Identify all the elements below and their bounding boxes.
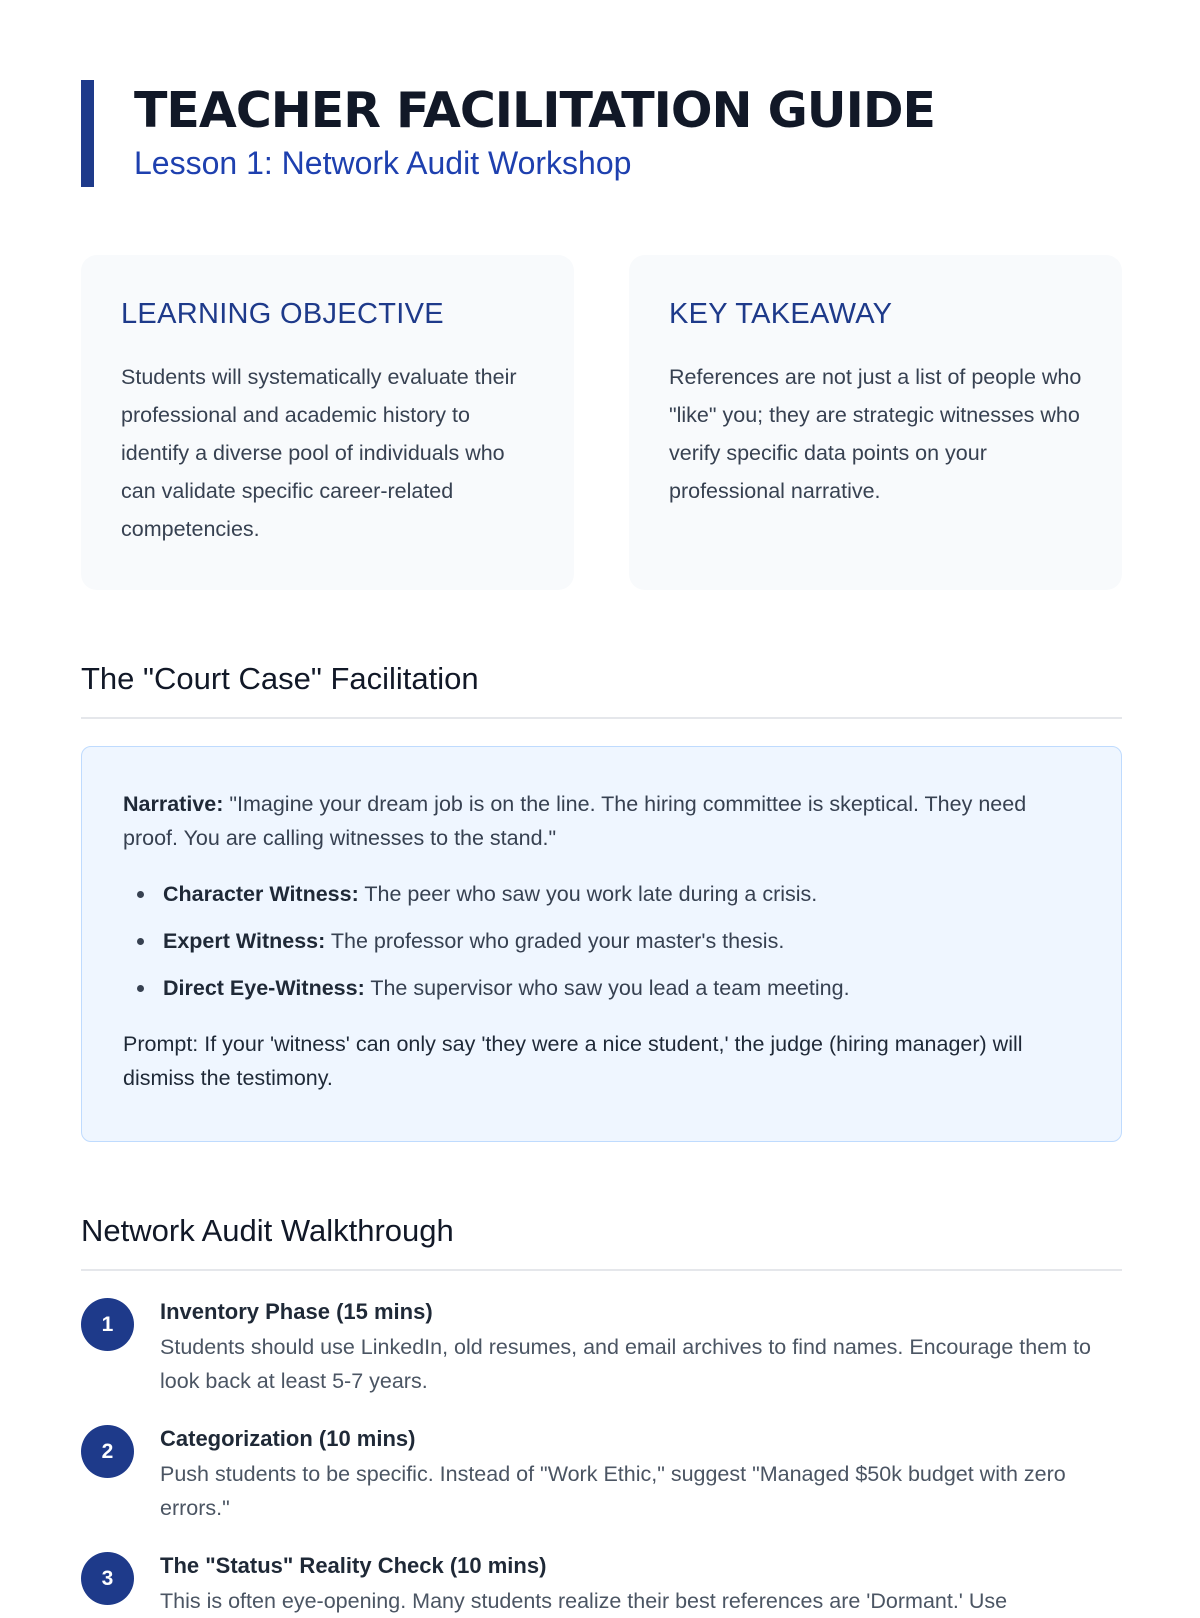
prompt-text: Prompt: If your 'witness' can only say 'they were a nice student,' the judge (hiring manager) will dismiss the testimony.: [123, 1032, 1023, 1090]
step-title: Categorization (10 mins): [160, 1426, 416, 1451]
list-item: [163, 879, 1081, 909]
narrative-paragraph: [123, 787, 1081, 855]
list-item: [163, 973, 1081, 1003]
key-takeaway-text: References are not just a list of people who "like" you; they are strategic witnesses who verify specific data points on your professional narrative.: [669, 364, 1082, 503]
header-accent-bar: [81, 80, 94, 187]
step-number-badge: 2: [81, 1425, 134, 1478]
walkthrough-divider: [81, 1269, 1122, 1271]
step-text: Push students to be specific. Instead of "Work Ethic," suggest "Managed $50k budget with zero errors.": [160, 1462, 1066, 1520]
learning-objective-card: [81, 255, 574, 590]
step-body: [160, 1425, 1122, 1525]
witness-text: The peer who saw you work late during a crisis.: [364, 882, 818, 906]
witness-label: Expert Witness:: [163, 929, 326, 953]
learning-objective-heading: LEARNING OBJECTIVE: [121, 298, 444, 330]
step-text: This is often eye-opening. Many students realize their best references are 'Dormant.' Use: [160, 1589, 1008, 1613]
narrative-text: "Imagine your dream job is on the line. The hiring committee is skeptical. They need proof. You are calling witnesses to the stand.": [123, 792, 1027, 850]
learning-objective-text: Students will systematically evaluate their professional and academic history to identify a diverse pool of individuals who can validate specific career-related competencies.: [121, 364, 517, 541]
witness-text: The professor who graded your master's thesis.: [330, 929, 785, 953]
court-case-divider: [81, 717, 1122, 719]
page-title: TEACHER FACILITATION GUIDE: [134, 82, 935, 139]
court-case-section-title: The "Court Case" Facilitation: [81, 661, 479, 696]
list-item: [163, 926, 1081, 956]
page-subtitle: Lesson 1: Network Audit Workshop: [134, 145, 632, 181]
witness-label: Character Witness:: [163, 882, 359, 906]
step-body: [160, 1298, 1122, 1398]
narrative-label: Narrative:: [123, 792, 224, 816]
step-title: Inventory Phase (15 mins): [160, 1299, 433, 1324]
step-text: Students should use LinkedIn, old resumes, and email archives to find names. Encourage them to look back at least 5-7 years.: [160, 1335, 1092, 1393]
step-number-badge: 1: [81, 1298, 134, 1351]
witness-text: The supervisor who saw you lead a team meeting.: [370, 976, 850, 1000]
key-takeaway-card: [629, 255, 1122, 590]
step-number-badge: 3: [81, 1552, 134, 1605]
witness-label: Direct Eye-Witness:: [163, 976, 365, 1000]
step-title: The "Status" Reality Check (10 mins): [160, 1553, 547, 1578]
court-case-box: [81, 746, 1122, 1142]
step-body: [160, 1552, 1122, 1618]
page-header: [81, 80, 1122, 187]
key-takeaway-heading: KEY TAKEAWAY: [669, 298, 893, 330]
witness-list: [123, 879, 1081, 1003]
walkthrough-section-title: Network Audit Walkthrough: [81, 1213, 454, 1248]
